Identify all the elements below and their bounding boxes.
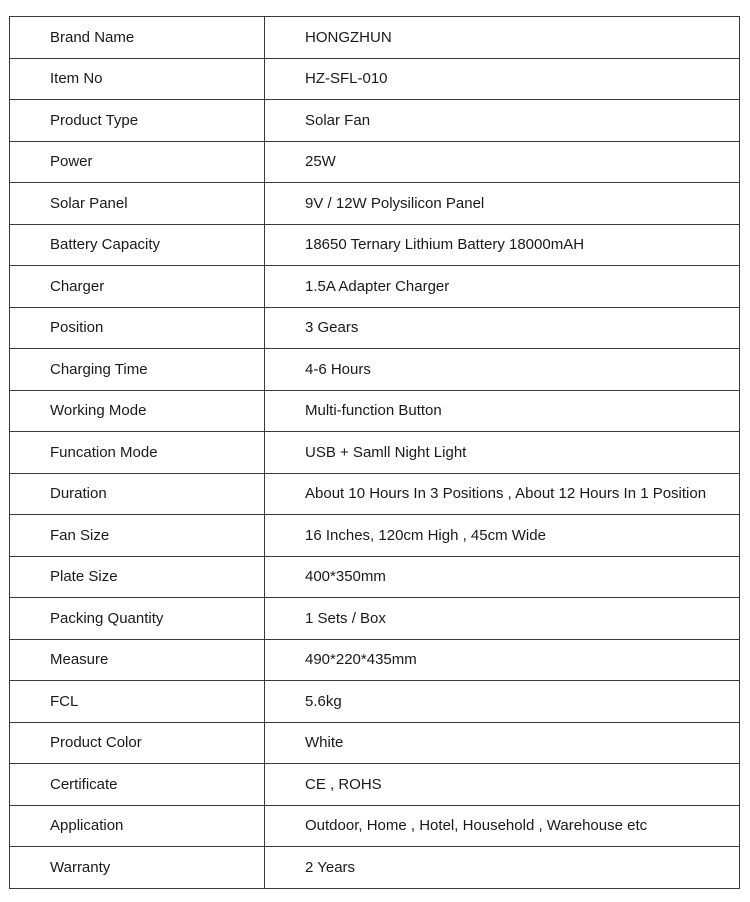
row-value: 9V / 12W Polysilicon Panel — [265, 183, 740, 225]
row-label: Brand Name — [10, 17, 265, 59]
row-value: 3 Gears — [265, 307, 740, 349]
row-value: 490*220*435mm — [265, 639, 740, 681]
row-label: Fan Size — [10, 515, 265, 557]
row-value: 1 Sets / Box — [265, 598, 740, 640]
row-value: HZ-SFL-010 — [265, 58, 740, 100]
row-value: CE , ROHS — [265, 764, 740, 806]
row-value: White — [265, 722, 740, 764]
table-row — [10, 183, 740, 225]
table-row — [10, 307, 740, 349]
row-value: 2 Years — [265, 847, 740, 889]
table-row — [10, 266, 740, 308]
row-label: Plate Size — [10, 556, 265, 598]
row-value: 400*350mm — [265, 556, 740, 598]
row-value: Multi-function Button — [265, 390, 740, 432]
row-label: Warranty — [10, 847, 265, 889]
table-row — [10, 141, 740, 183]
table-row — [10, 390, 740, 432]
table-row — [10, 515, 740, 557]
row-label: Working Mode — [10, 390, 265, 432]
row-label: Charging Time — [10, 349, 265, 391]
row-label: Power — [10, 141, 265, 183]
row-value: Solar Fan — [265, 100, 740, 142]
table-row — [10, 681, 740, 723]
table-row — [10, 349, 740, 391]
row-label: Item No — [10, 58, 265, 100]
row-label: Certificate — [10, 764, 265, 806]
table-row — [10, 764, 740, 806]
row-value: 18650 Ternary Lithium Battery 18000mAH — [265, 224, 740, 266]
row-label: FCL — [10, 681, 265, 723]
table-row — [10, 847, 740, 889]
table-row — [10, 473, 740, 515]
row-label: Duration — [10, 473, 265, 515]
row-value: Outdoor, Home , Hotel, Household , Warehouse etc — [265, 805, 740, 847]
row-value: USB + Samll Night Light — [265, 432, 740, 474]
row-value: HONGZHUN — [265, 17, 740, 59]
table-row — [10, 639, 740, 681]
row-label: Packing Quantity — [10, 598, 265, 640]
row-label: Battery Capacity — [10, 224, 265, 266]
row-label: Product Type — [10, 100, 265, 142]
table-row — [10, 100, 740, 142]
spec-table-body — [10, 17, 740, 889]
row-label: Position — [10, 307, 265, 349]
row-label: Charger — [10, 266, 265, 308]
row-label: Funcation Mode — [10, 432, 265, 474]
row-value: 4-6 Hours — [265, 349, 740, 391]
table-row — [10, 17, 740, 59]
table-row — [10, 432, 740, 474]
row-value: About 10 Hours In 3 Positions , About 12 Hours In 1 Position — [265, 473, 740, 515]
row-value: 16 Inches, 120cm High , 45cm Wide — [265, 515, 740, 557]
table-row — [10, 224, 740, 266]
table-row — [10, 805, 740, 847]
table-row — [10, 556, 740, 598]
row-value: 25W — [265, 141, 740, 183]
row-label: Product Color — [10, 722, 265, 764]
row-label: Application — [10, 805, 265, 847]
row-value: 1.5A Adapter Charger — [265, 266, 740, 308]
table-row — [10, 598, 740, 640]
row-label: Solar Panel — [10, 183, 265, 225]
table-row — [10, 58, 740, 100]
spec-table — [9, 16, 740, 889]
table-row — [10, 722, 740, 764]
row-value: 5.6kg — [265, 681, 740, 723]
row-label: Measure — [10, 639, 265, 681]
